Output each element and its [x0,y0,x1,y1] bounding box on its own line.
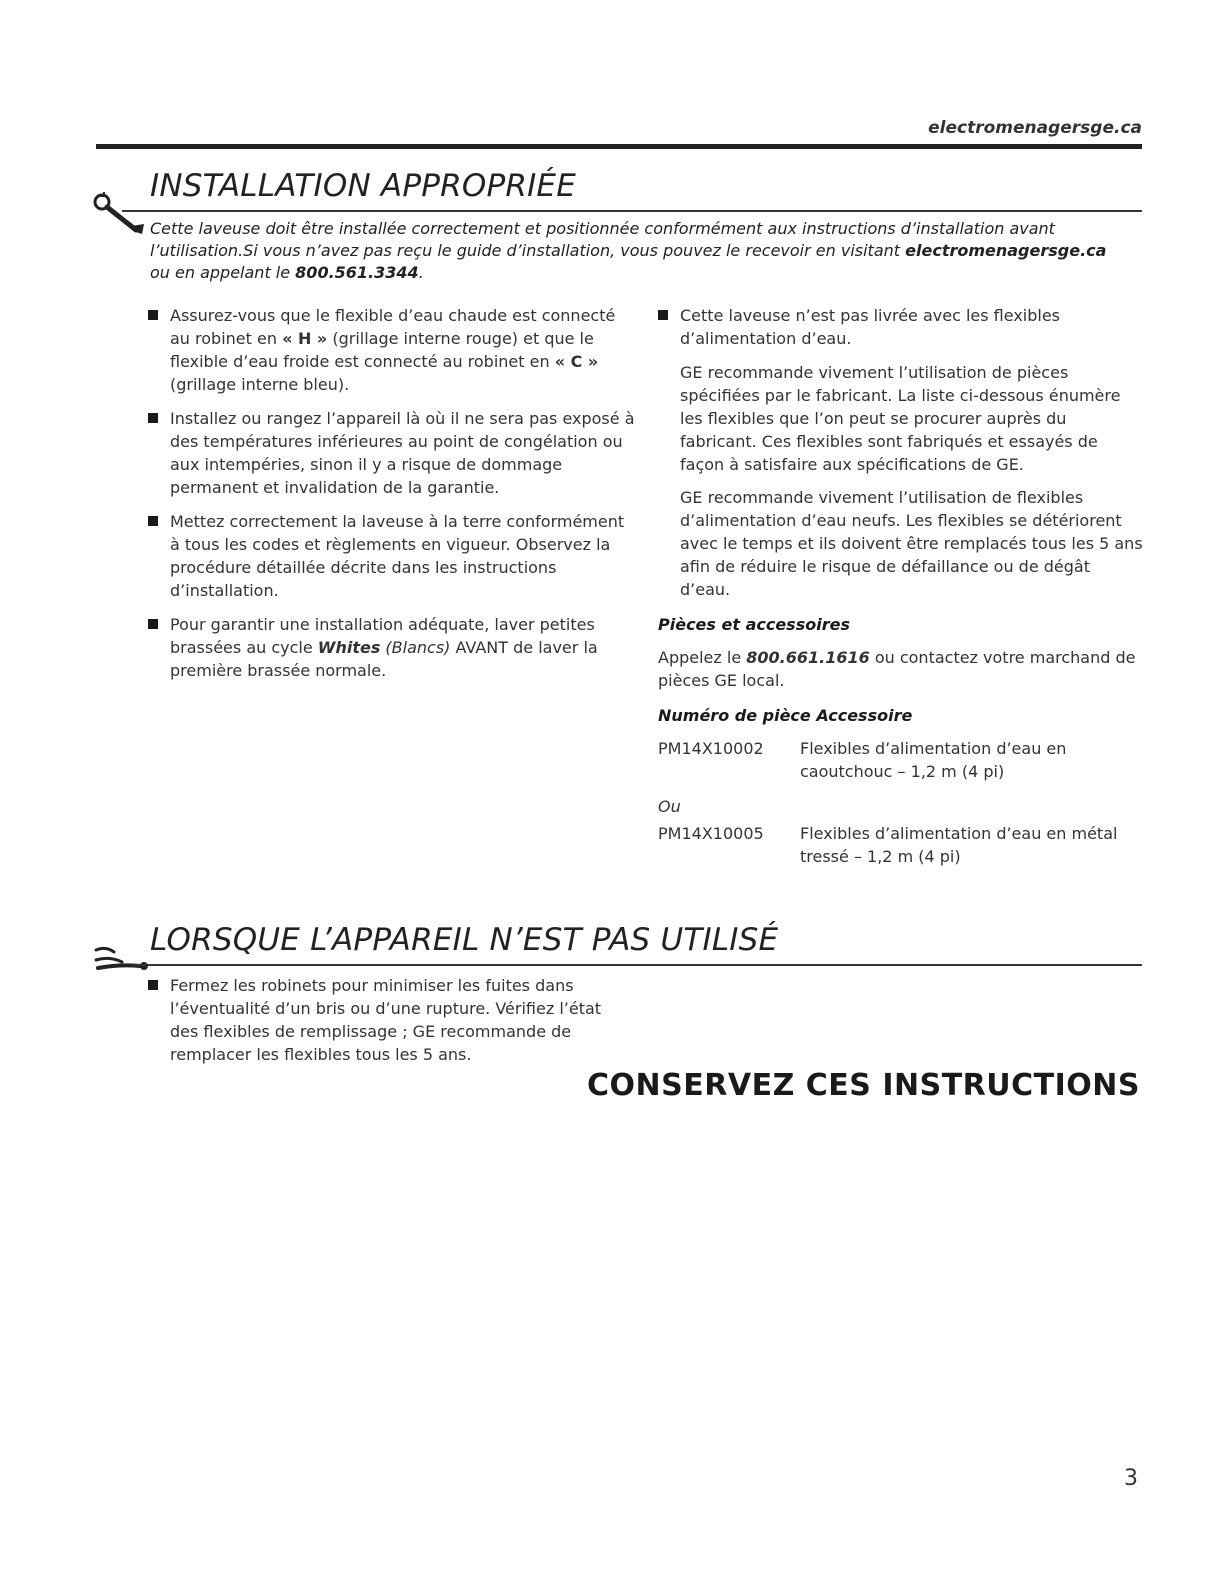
not-in-use-content [148,974,628,1077]
list-item: Fermez les robinets pour minimiser les fuites dans l’éventualité d’un bris ou d’une rupture. Vérifiez l’état des flexibles de remplissage ; GE recommande de remplacer les flexibles tous les 5 ans. [148,974,628,1066]
part-description: Flexibles d’alimentation d’eau en caoutchouc – 1,2 m (4 pi) [800,739,1067,781]
wrench-icon [92,190,148,240]
not-in-use-title-rule [132,964,1142,966]
list-item: Pour garantir une installation adéquate, laver petites brassées au cycle Whites (Blancs) AVANT de laver la première brassée normale. [148,613,636,682]
table-row [658,822,1144,880]
parts-phone: 800.661.1616 [746,648,870,667]
recommend-parts-para: GE recommande vivement l’utilisation de pièces spécifiées par le fabricant. La liste ci-dessous énumère les flexibles que l’on peut se procurer auprès du fabricant. Ces flexibles sont fabriqués et essayés de façon à satisfaire aux spécifications de GE. [680,363,1121,474]
parts-heading: Pièces et accessoires [658,615,850,634]
parts-contact: Appelez le 800.661.1616 ou contactez votre marchand de pièces GE local. [658,648,1136,690]
installation-intro: Cette laveuse doit être installée correctement et positionnée conformément aux instructions d’installation avant l’utilisation.Si vous n’avez pas reçu le guide d’installation, vous pouvez le recevoir en visitant electromenagersge.ca ou en appelant le 800.561.3344. [150,219,1107,282]
top-rule [96,144,1142,149]
list-item: Cette laveuse n’est pas livrée avec les flexibles d’alimentation d’eau. [658,304,1144,350]
not-in-use-title: LORSQUE L’APPAREIL N’EST PAS UTILISÉ [150,922,779,958]
part-number: PM14X10005 [658,824,764,843]
part-number: PM14X10002 [658,739,764,758]
parts-table-heading: Numéro de pièce Accessoire [658,706,913,725]
save-instructions-heading: CONSERVEZ CES INSTRUCTIONS [587,1068,1140,1103]
installation-right-column [658,304,1144,880]
recommend-hoses-para: GE recommande vivement l’utilisation de flexibles d’alimentation d’eau neufs. Les flexibles se détériorent avec le temps et ils doivent être remplacés tous les 5 ans afin de réduire le risque de défaillance ou de dégât d’eau. [680,488,1143,599]
installation-title: INSTALLATION APPROPRIÉE [150,168,577,204]
table-row [658,795,1144,822]
list-item: Mettez correctement la laveuse à la terre conformément à tous les codes et règlements en vigueur. Observez la procédure détaillée décrite dans les instructions d’installation. [148,510,636,602]
parts-table [658,737,1144,880]
list-item: Assurez-vous que le flexible d’eau chaude est connecté au robinet en « H » (grillage interne rouge) et que le flexible d’eau froide est connecté au robinet en « C » (grillage interne bleu). [148,304,636,396]
table-row [658,737,1144,795]
intro-website-link[interactable]: electromenagersge.ca [905,241,1107,260]
page-number: 3 [1124,1466,1138,1491]
list-item: Installez ou rangez l’appareil là où il ne sera pas exposé à des températures inférieures au point de congélation ou aux intempéries, sinon il y a risque de dommage permanent et invalidation de la garantie. [148,407,636,499]
installation-title-rule [122,210,1142,212]
faucet-hose-icon [92,944,152,976]
intro-phone: 800.561.3344 [295,263,419,282]
or-label: Ou [658,797,681,816]
site-url: electromenagersge.ca [928,118,1142,138]
installation-left-column [148,304,636,693]
part-description: Flexibles d’alimentation d’eau en métal tressé – 1,2 m (4 pi) [800,824,1118,866]
